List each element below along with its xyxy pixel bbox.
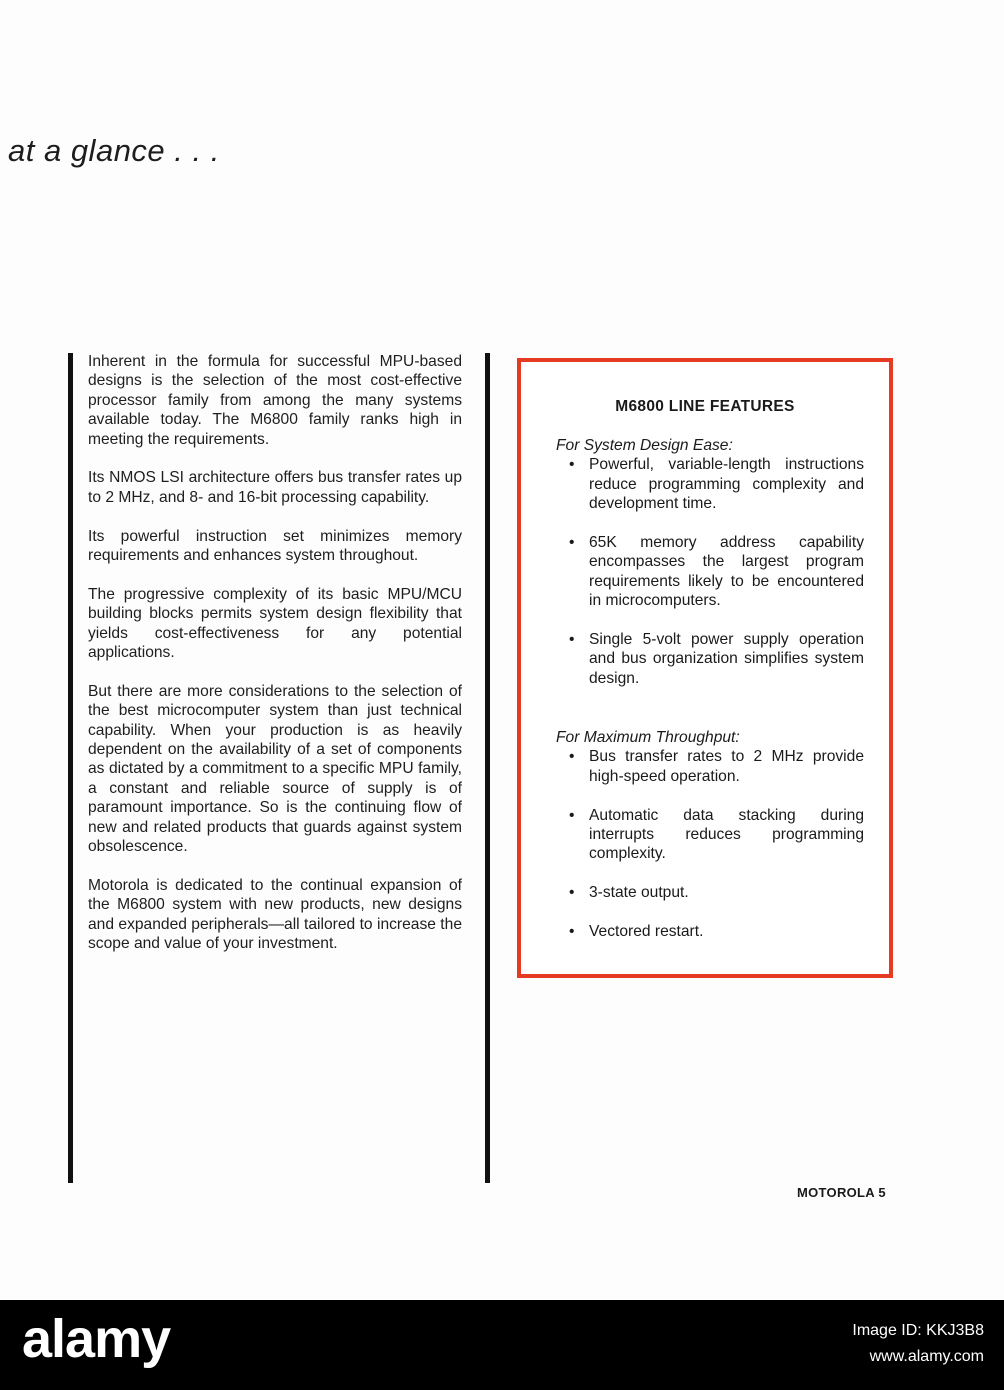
- feature-list: [556, 747, 864, 941]
- body-paragraph: Motorola is dedicated to the continual expansion of the M6800 system with new products, new designs and expanded peripherals—all tailored to increase the scope and value of your investment.: [88, 876, 462, 953]
- features-box: [517, 358, 893, 978]
- bullet-icon: •: [569, 748, 575, 766]
- bullet-icon: •: [569, 631, 575, 649]
- page-footer: MOTOROLA 5: [797, 1185, 886, 1200]
- bullet-icon: •: [569, 534, 575, 552]
- watermark-info: [852, 1318, 984, 1370]
- body-paragraph: Inherent in the formula for successful MPU-based designs is the selection of the most cost-effective processor family from among the many systems available today. The M6800 family ranks high in meeting the requirements.: [88, 353, 462, 448]
- feature-text: Automatic data stacking during interrupts reduces programming complexity.: [589, 806, 864, 863]
- body-paragraph: Its NMOS LSI architecture offers bus transfer rates up to 2 MHz, and 8- and 16-bit processing capability.: [88, 469, 462, 506]
- feature-text: 65K memory address capability encompasses the largest program requirements likely to be encountered in microcomputers.: [589, 534, 864, 610]
- left-vertical-rule: [68, 353, 73, 1183]
- body-paragraph: But there are more considerations to the selection of the best microcomputer system than just technical capability. When your production is as heavily dependent on the availability of a set of components as dictated by a commitment to a specific MPU family, a constant and reliable source of supply is of paramount importance. So is the continuing flow of new and related products that guards against system obsolescence.: [88, 682, 462, 856]
- feature-group-design-ease: [556, 436, 864, 708]
- feature-item: [556, 455, 864, 513]
- bullet-icon: •: [569, 923, 575, 941]
- watermark-site: www.alamy.com: [869, 1348, 984, 1365]
- intro-text-column: [88, 352, 462, 973]
- features-title: M6800 LINE FEATURES: [615, 398, 795, 415]
- watermark-logo: alamy: [22, 1309, 171, 1369]
- feature-item: [556, 806, 864, 864]
- body-paragraph: Its powerful instruction set minimizes memory requirements and enhances system throughout.: [88, 527, 462, 565]
- feature-group-throughput: [556, 728, 864, 961]
- feature-item: [556, 533, 864, 611]
- bullet-icon: •: [569, 456, 575, 474]
- feature-list: [556, 455, 864, 688]
- feature-text: Powerful, variable-length instructions reduce programming complexity and development time.: [589, 456, 864, 513]
- bullet-icon: •: [569, 806, 575, 824]
- feature-item: [556, 747, 864, 786]
- page-heading: at a glance . . .: [8, 133, 220, 168]
- feature-item: [556, 922, 864, 941]
- feature-text: 3-state output.: [589, 884, 689, 902]
- feature-text: Bus transfer rates to 2 MHz provide high-speed operation.: [589, 748, 864, 785]
- body-paragraph: The progressive complexity of its basic MPU/MCU building blocks permits system design flexibility that yields cost-effectiveness for any potential applications.: [88, 585, 462, 662]
- watermark-band: [0, 1300, 1004, 1390]
- bullet-icon: •: [569, 884, 575, 902]
- feature-group-title: For System Design Ease:: [556, 437, 733, 454]
- feature-item: [556, 883, 864, 902]
- watermark-image-id: Image ID: KKJ3B8: [852, 1322, 984, 1339]
- feature-text: Single 5-volt power supply operation and bus organization simplifies system design.: [589, 631, 864, 687]
- feature-text: Vectored restart.: [589, 923, 704, 941]
- feature-item: [556, 630, 864, 688]
- center-vertical-rule: [485, 353, 490, 1183]
- feature-group-title: For Maximum Throughput:: [556, 729, 740, 746]
